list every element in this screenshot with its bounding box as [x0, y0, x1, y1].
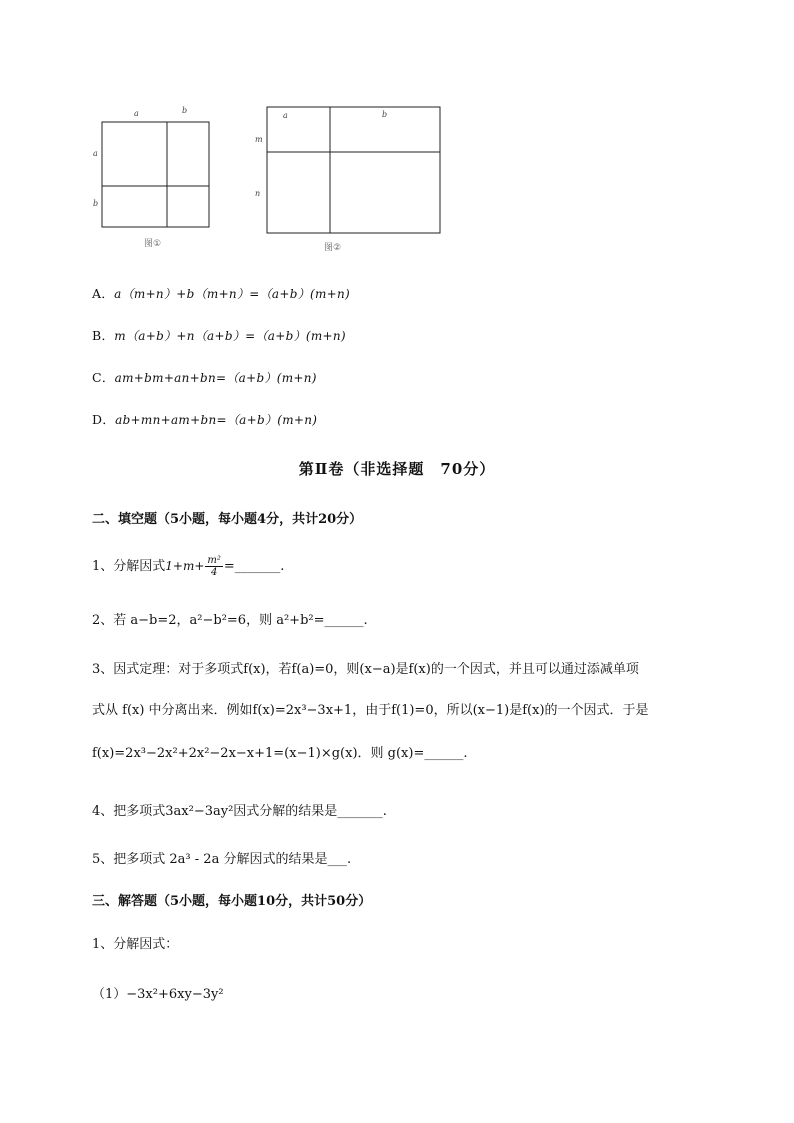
fig2-top-label-a: a — [283, 111, 288, 120]
fill-q1-frac-num: m² — [207, 555, 221, 566]
option-d-text: ab+mn+am+bn=（a+b）(m+n) — [115, 413, 318, 427]
fig1-top-label-b: b — [182, 106, 188, 115]
option-a — [92, 284, 350, 302]
fig1-side-label-a: a — [93, 149, 98, 158]
fig1-caption: 图① — [144, 239, 162, 249]
option-c-letter: C． — [92, 370, 115, 385]
fig1-top-label-a: a — [134, 109, 139, 118]
fill-q1-frac-den: 4 — [210, 567, 218, 578]
figure-2 — [250, 100, 445, 260]
part2-title: 第Ⅱ卷（非选择题 70分） — [298, 460, 496, 478]
fill-question-3-line-2: 式从 f(x) 中分离出来．例如f(x)=2x³−3x+1，由于f(1)=0，所以(x−1)是f(x)的一个因式．于是 — [92, 703, 649, 718]
option-a-text: a（m+n）+b（m+n）=（a+b）(m+n) — [114, 287, 351, 301]
fig1-side-label-b: b — [93, 199, 99, 208]
fill-q1-fraction — [205, 555, 223, 578]
fig2-side-label-n: n — [255, 189, 261, 198]
figure-2-diagram — [250, 100, 445, 260]
option-a-letter: A． — [92, 286, 115, 301]
solve-question-1-part-1: （1）−3x²+6xy−3y² — [92, 987, 224, 1002]
fill-question-5: 5、把多项式 2a³ - 2a 分解因式的结果是___. — [92, 852, 352, 867]
fill-question-2: 2、若 a−b=2，a²−b²=6，则 a²+b²=______. — [92, 613, 368, 628]
fig2-side-label-m: m — [255, 135, 263, 144]
figure-1 — [88, 100, 218, 255]
fill-question-3-line-3: f(x)=2x³−2x²+2x²−2x−x+1=(x−1)×g(x)．则 g(x)=______. — [92, 746, 468, 761]
solve-question-1: 1、分解因式： — [92, 937, 179, 952]
fill-question-1 — [92, 555, 284, 578]
fill-section-header: 二、填空题（5小题，每小题4分，共计20分） — [92, 512, 363, 527]
fill-q1-suffix: =_______. — [223, 559, 285, 574]
option-b-letter: B． — [92, 328, 115, 343]
fig2-caption: 图② — [324, 243, 342, 253]
option-b-text: m（a+b）+n（a+b）=（a+b）(m+n) — [114, 329, 346, 343]
fill-question-3-line-1: 3、因式定理：对于多项式f(x)，若f(a)=0，则(x−a)是f(x)的一个因式，并且可以通过添减单项 — [92, 662, 639, 677]
option-c — [92, 368, 317, 386]
solve-section-header: 三、解答题（5小题，每小题10分，共计50分） — [92, 894, 372, 909]
option-d-letter: D． — [92, 412, 116, 427]
fill-q1-prefix: 1、分解因式 — [92, 559, 166, 574]
option-b — [92, 326, 346, 344]
figure-1-diagram — [88, 100, 218, 255]
fig2-top-label-b: b — [382, 110, 388, 119]
option-c-text: am+bm+an+bn=（a+b）(m+n) — [114, 371, 317, 385]
option-d — [92, 410, 317, 428]
fill-q1-expr: 1+m+ — [165, 559, 205, 573]
fill-question-4: 4、把多项式3ax²−3ay²因式分解的结果是_______. — [92, 804, 387, 819]
